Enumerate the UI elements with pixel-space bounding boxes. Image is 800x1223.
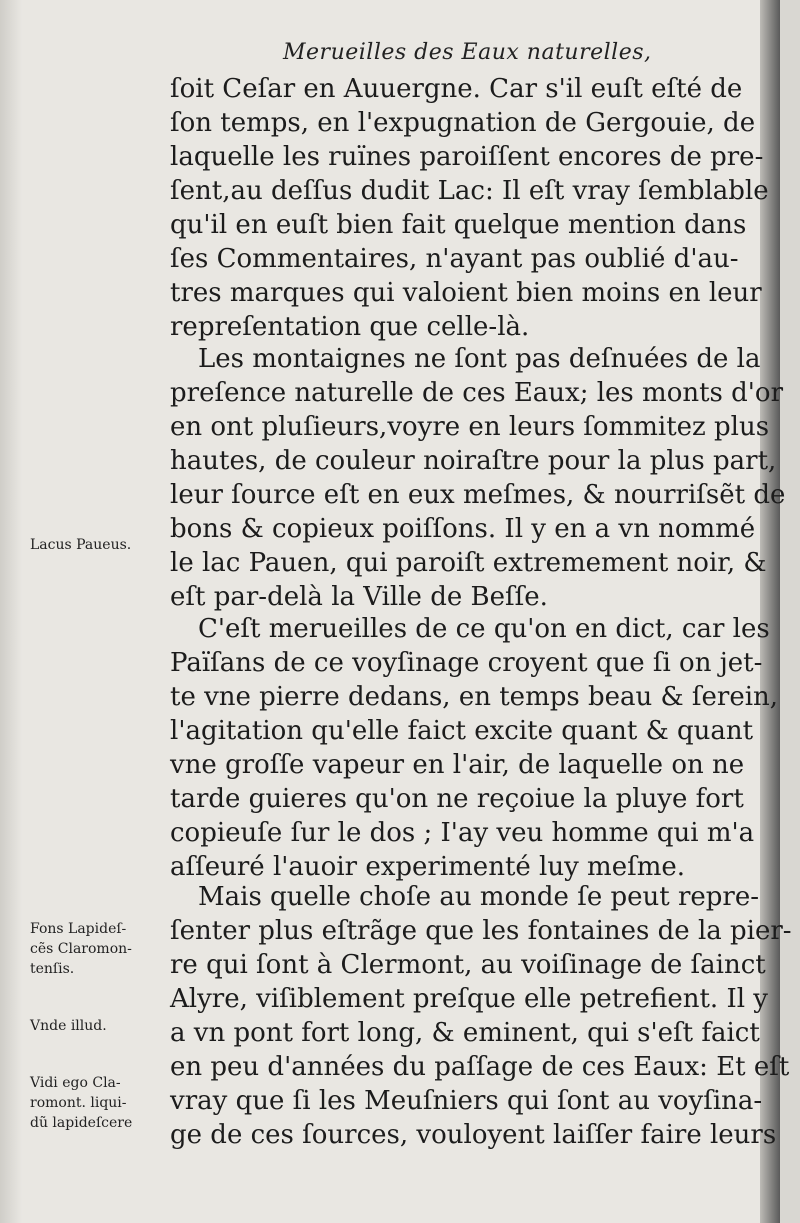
body-line: tarde guieres qu'on ne reçoiue la pluye fort [170,784,744,814]
body-line: ſenter plus eſtrãge que les fontaines de la pier- [170,916,792,946]
body-line: tres marques qui valoient bien moins en leur [170,278,762,308]
margin-note: dũ lapideſcere [30,1115,133,1131]
body-line: l'agitation qu'elle faict excite quant & quant [170,716,754,746]
body-line: en ont pluſieurs,voyre en leurs ſommitez plus [170,412,770,442]
margin-note: Lacus Paueus. [30,537,132,553]
running-head: Merueilles des Eaux naturelles, [283,40,652,65]
body-line: te vne pierre dedans, en temps beau & ſerein, [170,682,779,712]
body-line: Alyre, viſiblement preſque elle petrefient. Il y [170,984,768,1014]
body-line: a vn pont fort long, & eminent, qui s'eſt faict [170,1018,760,1048]
body-line: aſſeuré l'auoir experimenté luy meſme. [170,852,686,882]
body-line: laquelle les ruïnes paroiſſent encores de pre- [170,142,764,172]
margin-note: Vidi ego Cla- [30,1075,121,1091]
body-line: leur ſource eſt en eux meſmes, & nourriſsẽt de [170,480,786,510]
body-line: vray que ſi les Meuſniers qui ſont au voyſina- [170,1086,763,1116]
body-line: le lac Pauen, qui paroiſt extremement noir, & [170,548,767,578]
body-line: vne groſſe vapeur en l'air, de laquelle on ne [170,750,745,780]
margin-note: Fons Lapideſ- [30,921,127,937]
body-line: repreſentation que celle-là. [170,312,530,342]
body-line: en peu d'années du paſſage de ces Eaux: Et eſt [170,1052,790,1082]
body-line: hautes, de couleur noiraſtre pour la plus part, [170,446,777,476]
body-line: ſes Commentaires, n'ayant pas oublié d'au- [170,244,739,274]
body-line: eſt par-delà la Ville de Beſſe. [170,582,548,612]
body-line: ſoit Ceſar en Auuergne. Car s'il euſt eſté de [170,74,743,104]
margin-note: tenſis. [30,961,75,977]
body-line: ſon temps, en l'expugnation de Gergouie, de [170,108,756,138]
body-line: Païſans de ce voyſinage croyent que ſi on jet- [170,648,763,678]
body-line: C'eſt merueilles de ce qu'on en dict, car les [198,614,770,644]
body-line: Les montaignes ne ſont pas deſnuées de la [198,344,761,374]
body-line: qu'il en euſt bien fait quelque mention dans [170,210,747,240]
body-line: preſence naturelle de ces Eaux; les monts d'or [170,378,784,408]
margin-note: romont. liqui- [30,1095,127,1111]
body-line: bons & copieux poiſſons. Il y en a vn nommé [170,514,756,544]
body-line: re qui ſont à Clermont, au voiſinage de ſainct [170,950,766,980]
margin-note: cẽs Claromon- [30,941,132,957]
body-line: ge de ces ſources, vouloyent laiſſer faire leurs [170,1120,777,1150]
body-line: ſent,au deſſus dudit Lac: Il eſt vray ſemblable [170,176,769,206]
body-line: copieuſe ſur le dos ; I'ay veu homme qui m'a [170,818,755,848]
facing-page-edge [0,0,22,1223]
body-line: Mais quelle choſe au monde ſe peut repre- [198,882,760,912]
margin-note: Vnde illud. [30,1018,107,1034]
